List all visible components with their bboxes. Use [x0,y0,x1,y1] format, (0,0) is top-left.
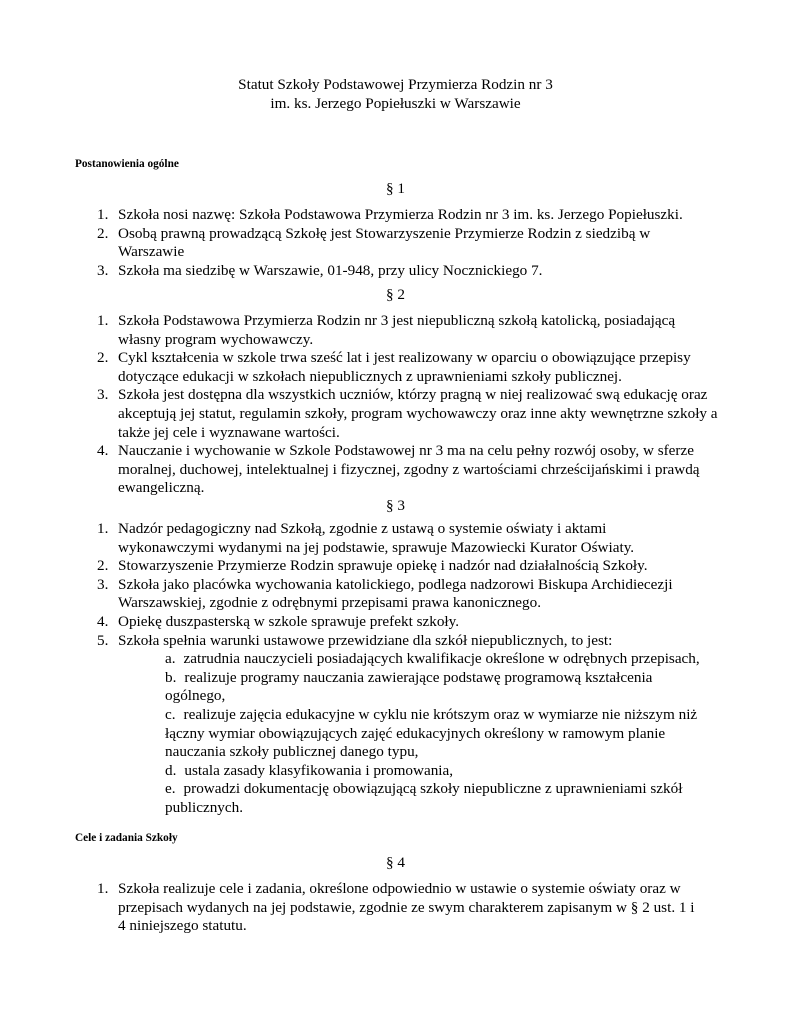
sublist-item: b. realizuje programy nauczania zawierające podstawę programową kształcenia ogólnego, [165,668,653,705]
list-item: 2. Cykl kształcenia w szkole trwa sześć lat i jest realizowany w oparciu o obowiązujące przepisy dotyczące edukacji w szkołach niepublicznych z uprawnieniami szkoły publicznej. [97,349,691,385]
paragraph-mark-3: § 3 [386,497,405,514]
sublist-item: a. zatrudnia nauczycieli posiadających kwalifikacje określone w odrębnych przepisach, [165,650,700,668]
paragraph-2-list [97,312,718,498]
list-item: 4. Opiekę duszpasterską w szkole sprawuje prefekt szkoły. [97,612,460,630]
list-item: 5. Szkoła spełnia warunki ustawowe przewidziane dla szkół niepublicznych, to jest: a. zatrudnia nauczycieli posiadających kwalifikacje określone w odrębnych przepisach, b. realizuje programy nauczania zawierające podstawę programową kształcenia ogólnego, c. realizuje zajęcia edukacyjne w cyklu nie krótszym oraz w wymiarze nie niższym niż łączny wymiar obowiązujących zajęć edukacyjnych określony w ramowym planie nauczania szkoły publicznej danego typu, d. ustala zasady klasyfikowania i promowania, e. prowadzi dokumentację obowiązującą szkoły niepubliczne z uprawnieniami szkół publicznych. [118,632,718,818]
section-heading-general: Postanowienia ogólne [75,158,179,170]
sublist-item: c. realizuje zajęcia edukacyjne w cyklu nie krótszym oraz w wymiarze nie niższym niż łączny wymiar obowiązujących zajęć edukacyjnych określony w ramowym planie nauczania szkoły publicznej danego typu, [165,705,698,761]
list-item: 2. Osobą prawną prowadzącą Szkołę jest Stowarzyszenie Przymierze Rodzin z siedzibą w Warszawie [97,224,651,261]
title-line-1: Statut Szkoły Podstawowej Przymierza Rodzin nr 3 [238,76,553,93]
list-item: 1. Nadzór pedagogiczny nad Szkołą, zgodnie z ustawą o systemie oświaty i aktami wykonawczymi wydanymi na jej podstawie, sprawuje Mazowiecki Kurator Oświaty. [97,520,635,556]
document-title [0,75,791,113]
list-item: 3. Szkoła ma siedzibę w Warszawie, 01-948, przy ulicy Nocznickiego 7. [97,261,543,279]
list-item: 3. Szkoła jako placówka wychowania katolickiego, podlega nadzorowi Biskupa Archidiecezji Warszawskiej, zgodnie z odrębnymi przepisami prawa kanonicznego. [97,575,673,612]
sublist-item: e. prowadzi dokumentację obowiązującą szkoły niepubliczne z uprawnieniami szkół publicznych. [165,780,683,816]
list-item: 1. Szkoła nosi nazwę: Szkoła Podstawowa Przymierza Rodzin nr 3 im. ks. Jerzego Popiełuszki. [97,206,683,223]
paragraph-1-list [97,206,718,280]
paragraph-mark-4: § 4 [386,854,405,871]
paragraph-mark-1: § 1 [386,180,405,197]
list-item: 1. Szkoła Podstawowa Przymierza Rodzin nr 3 jest niepubliczną szkołą katolicką, posiadającą własny program wychowawczy. [97,312,676,348]
paragraph-mark-2: § 2 [386,286,405,303]
list-item: 1. Szkoła realizuje cele i zadania, określone odpowiednio w ustawie o systemie oświaty oraz w przepisach wydanych na jej podstawie, zgodnie ze swym charakterem zapisanym w § 2 ust. 1 i 4 niniejszego statutu. [97,880,695,935]
section-heading-goals: Cele i zadania Szkoły [75,832,178,844]
title-line-2: im. ks. Jerzego Popiełuszki w Warszawie [270,95,521,112]
paragraph-4-list [97,880,718,936]
list-item: 2. Stowarzyszenie Przymierze Rodzin sprawuje opiekę i nadzór nad działalnością Szkoły. [97,557,648,575]
list-item: 3. Szkoła jest dostępna dla wszystkich uczniów, którzy pragną w niej realizować swą edukację oraz akceptują jej statut, regulamin szkoły, program wychowawczy oraz inne akty wewnętrzne szkoły a także jej cele i wyznawane wartości. [97,386,718,441]
paragraph-3-list [97,520,718,818]
sublist-item: d. ustala zasady klasyfikowania i promowania, [165,761,454,779]
conditions-sublist [118,650,718,817]
list-item: 4. Nauczanie i wychowanie w Szkole Podstawowej nr 3 ma na celu pełny rozwój osoby, w sferze moralnej, duchowej, intelektualnej i fizycznej, zgodny z wartościami chrześcijańskimi i prawdą ewangeliczną. [97,442,700,497]
